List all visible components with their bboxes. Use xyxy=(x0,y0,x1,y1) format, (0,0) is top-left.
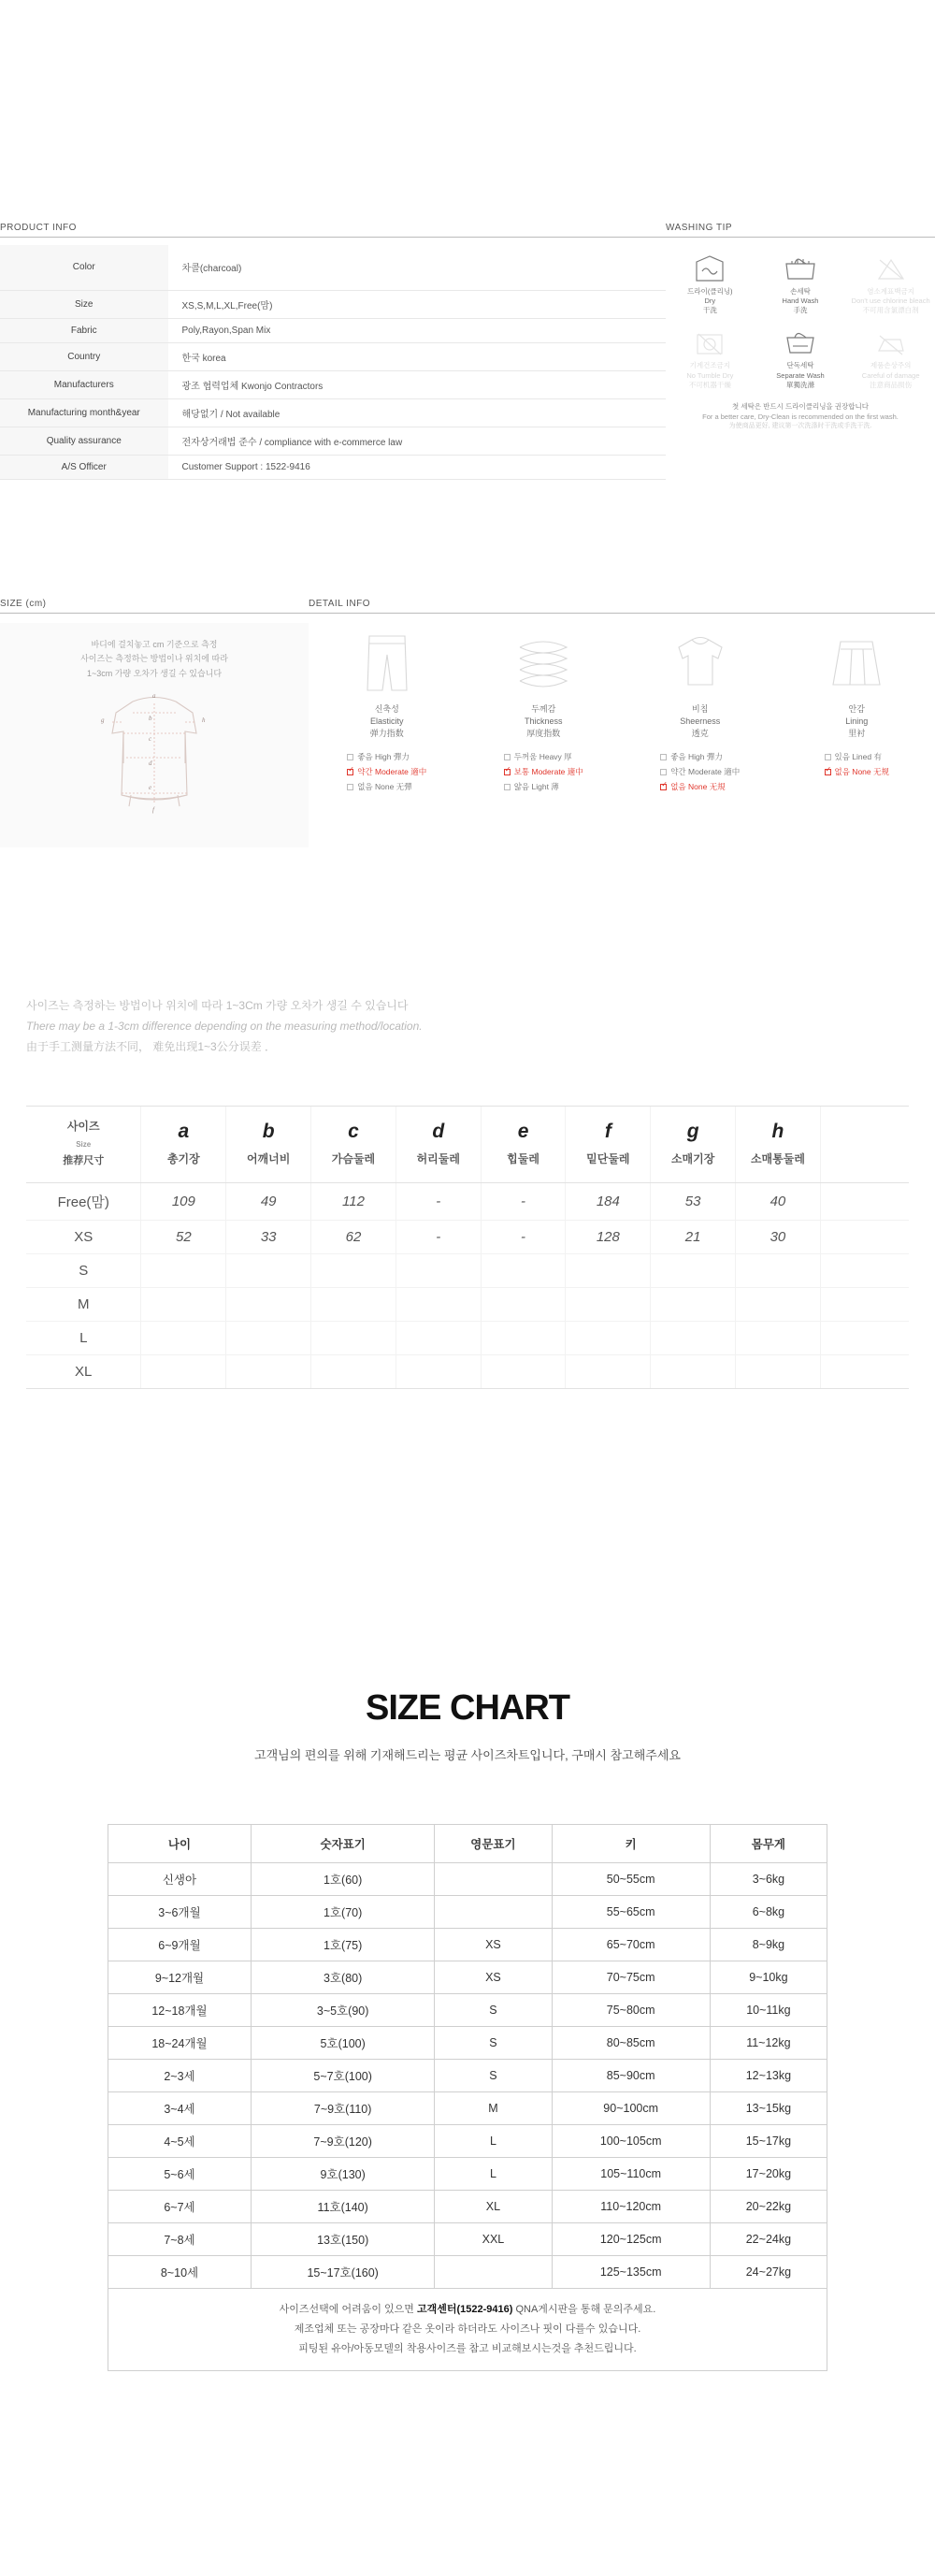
size-heading: SIZE (cm) xyxy=(0,599,309,614)
cell-age: 9~12개월 xyxy=(108,1961,252,1994)
row-size: M xyxy=(26,1287,141,1321)
cell-h xyxy=(736,1321,821,1354)
header-size-label: 사이즈 Size 推荐尺寸 xyxy=(63,1120,105,1166)
lining-icon xyxy=(822,630,891,696)
product-info-table xyxy=(0,245,666,480)
row-value: XS,S,M,L,XL,Free(맘) xyxy=(168,290,666,318)
cell-extra xyxy=(820,1354,909,1388)
option-row[interactable]: 있음 Lined 有 xyxy=(825,749,889,764)
cell-height: 105~110cm xyxy=(552,2158,710,2191)
header-col-e: e 힙둘레 xyxy=(481,1107,566,1183)
washing-label: 단독세탁 Separate Wash 單獨洗滌 xyxy=(776,361,825,389)
cell-b xyxy=(226,1354,311,1388)
table-row xyxy=(108,1961,827,1994)
size-chart-subtitle: 고객님의 편의를 위해 기재해드리는 평균 사이즈차트입니다, 구매시 참고해주세요 xyxy=(254,1748,681,1762)
option-row[interactable]: ✓없음 None 无规 xyxy=(825,764,889,779)
cell-f xyxy=(566,1287,651,1321)
table-row xyxy=(0,342,666,370)
sheerness-icon xyxy=(666,630,735,696)
cell-height: 120~125cm xyxy=(552,2223,710,2256)
dress-outline-icon xyxy=(75,685,234,825)
table-row xyxy=(108,1929,827,1961)
washing-label: 염소계표백금지 Don't use chlorine bleach 不可用含氯漂白剂 xyxy=(851,287,930,315)
table-row xyxy=(26,1253,909,1287)
note-ko: 사이즈는 측정하는 방법이나 위치에 따라 1~3Cm 가량 오차가 생길 수 있습니다 xyxy=(26,999,409,1012)
note-cn: 由于手工测量方法不同， 难免出现1~3公分误差 ． xyxy=(26,1040,277,1054)
table-row xyxy=(26,1182,909,1220)
product-info-heading: PRODUCT INFO xyxy=(0,223,666,238)
cell-number: 3~5호(90) xyxy=(251,1994,434,2027)
cell-extra xyxy=(820,1287,909,1321)
cell-letter: XS xyxy=(435,1929,552,1961)
cell-age: 6~7세 xyxy=(108,2191,252,2223)
detail-columns xyxy=(309,623,935,795)
option-row[interactable]: ✓보통 Moderate 適中 xyxy=(504,764,583,779)
sc-header-age: 나이 xyxy=(108,1825,252,1863)
cell-number: 11호(140) xyxy=(251,2191,434,2223)
cell-b xyxy=(226,1287,311,1321)
washing-note-en: For a better care, Dry-Clean is recommended on the first wash. xyxy=(702,412,899,421)
table-row xyxy=(108,2223,827,2256)
cell-b: 49 xyxy=(226,1182,311,1220)
cell-weight: 9~10kg xyxy=(710,1961,827,1994)
cell-e: - xyxy=(481,1220,566,1253)
checkbox[interactable] xyxy=(347,784,353,790)
cell-weight: 12~13kg xyxy=(710,2060,827,2092)
cell-height: 65~70cm xyxy=(552,1929,710,1961)
no-iron-icon xyxy=(872,326,910,358)
detail-title: 안감 Lining 里衬 xyxy=(845,704,869,739)
cell-h xyxy=(736,1354,821,1388)
detail-options xyxy=(660,749,740,794)
svg-text:c: c xyxy=(149,734,152,743)
cell-number: 9호(130) xyxy=(251,2158,434,2191)
detail-title: 신축성 Elasticity 弹力指数 xyxy=(369,704,404,739)
table-row xyxy=(0,455,666,479)
row-value: 광조 협력업체 Kwonjo Contractors xyxy=(168,370,666,398)
cell-number: 5호(100) xyxy=(251,2027,434,2060)
cell-c xyxy=(311,1253,396,1287)
cell-number: 15~17호(160) xyxy=(251,2256,434,2289)
cell-g xyxy=(651,1321,736,1354)
washing-cell xyxy=(846,321,935,393)
detail-column-sheerness xyxy=(622,623,779,795)
option-row[interactable]: 두꺼움 Heavy 厚 xyxy=(504,749,583,764)
size-block xyxy=(0,599,309,847)
cell-d xyxy=(396,1354,481,1388)
cell-a: 52 xyxy=(141,1220,226,1253)
cell-age: 5~6세 xyxy=(108,2158,252,2191)
table-row xyxy=(0,290,666,318)
table-row xyxy=(26,1220,909,1253)
measurement-header-row xyxy=(26,1107,909,1183)
cell-letter: S xyxy=(435,2027,552,2060)
cell-weight: 11~12kg xyxy=(710,2027,827,2060)
pants-icon xyxy=(352,630,422,696)
cell-extra xyxy=(820,1321,909,1354)
cell-age: 7~8세 xyxy=(108,2223,252,2256)
cell-age: 3~6개월 xyxy=(108,1896,252,1929)
cell-height: 110~120cm xyxy=(552,2191,710,2223)
table-row xyxy=(26,1321,909,1354)
dry-clean-icon xyxy=(691,253,728,284)
cell-weight: 20~22kg xyxy=(710,2191,827,2223)
svg-text:h: h xyxy=(202,716,206,724)
detail-info-block xyxy=(309,599,935,795)
checkbox[interactable] xyxy=(660,754,667,760)
washing-cell xyxy=(846,247,935,319)
svg-text:b: b xyxy=(149,714,152,722)
cell-h xyxy=(736,1287,821,1321)
table-row xyxy=(26,1287,909,1321)
cell-weight: 17~20kg xyxy=(710,2158,827,2191)
option-row[interactable]: 약간 Moderate 適中 xyxy=(660,764,740,779)
separate-wash-icon xyxy=(782,326,819,358)
sc-header-letter: 영문표기 xyxy=(435,1825,552,1863)
cell-d: - xyxy=(396,1220,481,1253)
size-caption: 바디에 걸치놓고 cm 기준으로 측정 사이즈는 측정하는 방법이나 위치에 따라 1~3cm 가량 오차가 생길 수 있습니다 xyxy=(80,640,228,678)
cell-g xyxy=(651,1287,736,1321)
cell-extra xyxy=(820,1220,909,1253)
row-value: Customer Support : 1522-9416 xyxy=(168,455,666,479)
cell-age: 8~10세 xyxy=(108,2256,252,2289)
option-row[interactable]: ✓약간 Moderate 適中 xyxy=(347,764,426,779)
cell-letter: M xyxy=(435,2092,552,2125)
thickness-icon xyxy=(509,630,578,696)
cell-letter xyxy=(435,2256,552,2289)
sc-header-number: 숫자표기 xyxy=(251,1825,434,1863)
washing-label: 드라이(클리닝) Dry 干洗 xyxy=(687,287,733,315)
sc-header-weight: 몸무게 xyxy=(710,1825,827,1863)
row-value: 차콜(charcoal) xyxy=(168,245,666,290)
cell-f xyxy=(566,1354,651,1388)
cell-e xyxy=(481,1321,566,1354)
row-size: Free(맘) xyxy=(26,1182,141,1220)
cell-f xyxy=(566,1253,651,1287)
detail-title: 두께감 Thickness 厚度指数 xyxy=(524,704,563,739)
table-row xyxy=(108,1863,827,1896)
row-size: XL xyxy=(26,1354,141,1388)
cell-weight: 13~15kg xyxy=(710,2092,827,2125)
cell-height: 100~105cm xyxy=(552,2125,710,2158)
detail-options xyxy=(347,749,426,794)
detail-column-lining xyxy=(779,623,935,795)
table-row xyxy=(108,2191,827,2223)
cell-letter xyxy=(435,1863,552,1896)
cell-age: 신생아 xyxy=(108,1863,252,1896)
cell-b xyxy=(226,1321,311,1354)
detail-options xyxy=(825,749,889,779)
table-row xyxy=(0,398,666,427)
cell-letter: S xyxy=(435,1994,552,2027)
cell-c xyxy=(311,1321,396,1354)
option-row[interactable]: 좋음 High 彈力 xyxy=(660,749,740,764)
checkbox[interactable] xyxy=(825,754,831,760)
cell-weight: 3~6kg xyxy=(710,1863,827,1896)
row-size: S xyxy=(26,1253,141,1287)
svg-text:g: g xyxy=(101,716,105,724)
cell-h: 30 xyxy=(736,1220,821,1253)
cell-weight: 10~11kg xyxy=(710,1994,827,2027)
header-col-a: a 총기장 xyxy=(141,1107,226,1183)
washing-note-cn: 为使商品更好, 建议第一次洗涤时干洗或手洗干洗. xyxy=(728,423,872,430)
cell-h: 40 xyxy=(736,1182,821,1220)
table-row xyxy=(108,2092,827,2125)
cell-d xyxy=(396,1287,481,1321)
cell-weight: 8~9kg xyxy=(710,1929,827,1961)
cell-a: 109 xyxy=(141,1182,226,1220)
checkbox[interactable] xyxy=(660,769,667,775)
cell-age: 4~5세 xyxy=(108,2125,252,2158)
cell-a xyxy=(141,1253,226,1287)
row-key: A/S Officer xyxy=(0,455,168,479)
washing-tip-heading: WASHING TIP xyxy=(666,223,935,238)
checkbox-checked[interactable] xyxy=(825,769,831,775)
cell-c xyxy=(311,1354,396,1388)
washing-label: 제품손상주의 Careful of damage 注意商品损伤 xyxy=(861,361,920,389)
checkbox[interactable] xyxy=(347,754,353,760)
option-row[interactable]: 좋음 High 彈力 xyxy=(347,749,426,764)
garment-diagram xyxy=(75,685,234,825)
cell-height: 90~100cm xyxy=(552,2092,710,2125)
checkbox[interactable] xyxy=(504,754,511,760)
cell-number: 5~7호(100) xyxy=(251,2060,434,2092)
size-chart-title: SIZE CHART xyxy=(366,1688,569,1728)
row-key: Size xyxy=(0,290,168,318)
cell-e xyxy=(481,1253,566,1287)
cell-letter: L xyxy=(435,2158,552,2191)
svg-text:d: d xyxy=(149,759,152,767)
row-value: 전자상거래법 준수 / compliance with e-commerce law xyxy=(168,427,666,455)
cell-number: 3호(80) xyxy=(251,1961,434,1994)
washing-note xyxy=(666,401,935,432)
cell-a xyxy=(141,1287,226,1321)
no-bleach-icon xyxy=(872,253,910,284)
detail-info-heading: DETAIL INFO xyxy=(309,599,935,614)
cell-age: 18~24개월 xyxy=(108,2027,252,2060)
cell-c xyxy=(311,1287,396,1321)
row-size: L xyxy=(26,1321,141,1354)
cell-h xyxy=(736,1253,821,1287)
cell-height: 55~65cm xyxy=(552,1896,710,1929)
cell-number: 1호(75) xyxy=(251,1929,434,1961)
header-col-c: c 가슴둘레 xyxy=(311,1107,396,1183)
detail-icon-wrap xyxy=(622,623,779,696)
option-row[interactable]: 얇음 Light 薄 xyxy=(504,779,583,794)
footer-line-1: 사이즈선택에 어려움이 있으면 고객센터(1522-9416) QNA게시판을 통해 문의주세요. xyxy=(279,2304,656,2315)
detail-column-thickness xyxy=(466,623,623,795)
header-col-f: f 밑단둘레 xyxy=(566,1107,651,1183)
row-value: 해당없기 / Not available xyxy=(168,398,666,427)
header-col-d: d 허리둘레 xyxy=(396,1107,481,1183)
cell-letter: XL xyxy=(435,2191,552,2223)
table-row xyxy=(108,2125,827,2158)
sc-header-height: 키 xyxy=(552,1825,710,1863)
checkbox[interactable] xyxy=(504,784,511,790)
cell-age: 6~9개월 xyxy=(108,1929,252,1961)
detail-title: 비침 Sheerness 透克 xyxy=(680,704,721,739)
row-key: Quality assurance xyxy=(0,427,168,455)
cell-f xyxy=(566,1321,651,1354)
cell-e xyxy=(481,1287,566,1321)
size-diagram-panel xyxy=(0,623,309,847)
table-row xyxy=(26,1354,909,1388)
footer-line-2: 제조업체 또는 공장마다 같은 옷이라 하더라도 사이즈나 핏이 다를수 있습니다. xyxy=(294,2323,641,2335)
cell-age: 12~18개월 xyxy=(108,1994,252,2027)
product-info-block xyxy=(0,223,666,480)
row-size: XS xyxy=(26,1220,141,1253)
table-row xyxy=(108,2256,827,2289)
cell-height: 80~85cm xyxy=(552,2027,710,2060)
row-key: Fabric xyxy=(0,318,168,342)
cell-letter: XS xyxy=(435,1961,552,1994)
svg-text:e: e xyxy=(149,783,152,791)
row-key: Manufacturers xyxy=(0,370,168,398)
table-row xyxy=(108,1896,827,1929)
cell-weight: 15~17kg xyxy=(710,2125,827,2158)
cell-extra xyxy=(820,1182,909,1220)
cell-c: 62 xyxy=(311,1220,396,1253)
cell-g xyxy=(651,1253,736,1287)
table-row xyxy=(108,2158,827,2191)
cell-e: - xyxy=(481,1182,566,1220)
row-key: Manufacturing month&year xyxy=(0,398,168,427)
table-row xyxy=(0,370,666,398)
footer-line-3: 피팅된 유아/아동모델의 착용사이즈를 참고 비교해보시는것을 추천드립니다. xyxy=(298,2342,637,2354)
size-chart-table xyxy=(108,1824,827,2289)
size-chart-footer xyxy=(108,2289,827,2371)
cell-age: 2~3세 xyxy=(108,2060,252,2092)
washing-icon-grid xyxy=(666,247,935,394)
option-row[interactable]: ✓없음 None 无規 xyxy=(660,779,740,794)
checkbox-checked[interactable] xyxy=(660,784,667,790)
cell-letter: L xyxy=(435,2125,552,2158)
cell-height: 50~55cm xyxy=(552,1863,710,1896)
cell-number: 7~9호(120) xyxy=(251,2125,434,2158)
row-key: Color xyxy=(0,245,168,290)
cell-height: 85~90cm xyxy=(552,2060,710,2092)
detail-options xyxy=(504,749,583,794)
svg-text:f: f xyxy=(152,805,154,814)
cell-c: 112 xyxy=(311,1182,396,1220)
cell-a xyxy=(141,1321,226,1354)
hand-wash-icon xyxy=(782,253,819,284)
cell-age: 3~4세 xyxy=(108,2092,252,2125)
no-tumble-dry-icon xyxy=(691,326,728,358)
cell-extra xyxy=(820,1253,909,1287)
row-value: Poly,Rayon,Span Mix xyxy=(168,318,666,342)
table-row xyxy=(0,318,666,342)
note-en: There may be a 1-3cm difference depending on the measuring method/location. xyxy=(26,1020,423,1034)
washing-cell xyxy=(666,247,755,319)
cell-b xyxy=(226,1253,311,1287)
size-chart-header-row xyxy=(108,1825,827,1863)
measurement-table-wrap xyxy=(26,1106,909,1389)
detail-column-elasticity xyxy=(309,623,466,795)
row-value: 한국 korea xyxy=(168,342,666,370)
cell-number: 1호(70) xyxy=(251,1896,434,1929)
cell-g: 53 xyxy=(651,1182,736,1220)
washing-cell xyxy=(666,321,755,393)
cell-height: 70~75cm xyxy=(552,1961,710,1994)
cell-weight: 22~24kg xyxy=(710,2223,827,2256)
cell-height: 75~80cm xyxy=(552,1994,710,2027)
cell-b: 33 xyxy=(226,1220,311,1253)
option-row[interactable]: 없음 None 无彈 xyxy=(347,779,426,794)
cell-e xyxy=(481,1354,566,1388)
cell-weight: 24~27kg xyxy=(710,2256,827,2289)
cell-g xyxy=(651,1354,736,1388)
header-size xyxy=(26,1107,141,1183)
customer-center-highlight: 고객센터(1522-9416) xyxy=(416,2304,513,2315)
table-row xyxy=(0,245,666,290)
measurement-note xyxy=(26,995,681,1058)
washing-tip-block xyxy=(666,223,935,432)
measurement-table xyxy=(26,1106,909,1389)
cell-number: 1호(60) xyxy=(251,1863,434,1896)
cell-f: 128 xyxy=(566,1220,651,1253)
table-row xyxy=(108,2060,827,2092)
cell-number: 13호(150) xyxy=(251,2223,434,2256)
cell-letter: XXL xyxy=(435,2223,552,2256)
cell-letter xyxy=(435,1896,552,1929)
cell-f: 184 xyxy=(566,1182,651,1220)
cell-d xyxy=(396,1321,481,1354)
detail-icon-wrap xyxy=(466,623,623,696)
checkbox-checked[interactable] xyxy=(504,769,511,775)
table-row xyxy=(0,427,666,455)
cell-height: 125~135cm xyxy=(552,2256,710,2289)
size-chart-wrap xyxy=(108,1824,827,2371)
checkbox-checked[interactable] xyxy=(347,769,353,775)
cell-d xyxy=(396,1253,481,1287)
detail-icon-wrap xyxy=(309,623,466,696)
washing-label: 기계건조금지 No Tumble Dry 不可机器干燥 xyxy=(686,361,734,389)
detail-icon-wrap xyxy=(779,623,935,696)
svg-text:a: a xyxy=(152,691,156,700)
header-col-g: g 소매기장 xyxy=(651,1107,736,1183)
cell-number: 7~9호(110) xyxy=(251,2092,434,2125)
header-col-b: b 어깨너비 xyxy=(226,1107,311,1183)
table-row xyxy=(108,1994,827,2027)
cell-letter: S xyxy=(435,2060,552,2092)
washing-note-ko: 첫 세탁은 반드시 드라이클리닝을 권장합니다 xyxy=(732,401,869,411)
table-row xyxy=(108,2027,827,2060)
cell-a xyxy=(141,1354,226,1388)
cell-g: 21 xyxy=(651,1220,736,1253)
washing-label: 손세탁 Hand Wash 手洗 xyxy=(782,287,819,315)
header-col-extra xyxy=(820,1107,909,1183)
row-key: Country xyxy=(0,342,168,370)
washing-cell xyxy=(756,247,845,319)
cell-weight: 6~8kg xyxy=(710,1896,827,1929)
header-col-h: h 소매통둘레 xyxy=(736,1107,821,1183)
cell-d: - xyxy=(396,1182,481,1220)
washing-cell xyxy=(756,321,845,393)
